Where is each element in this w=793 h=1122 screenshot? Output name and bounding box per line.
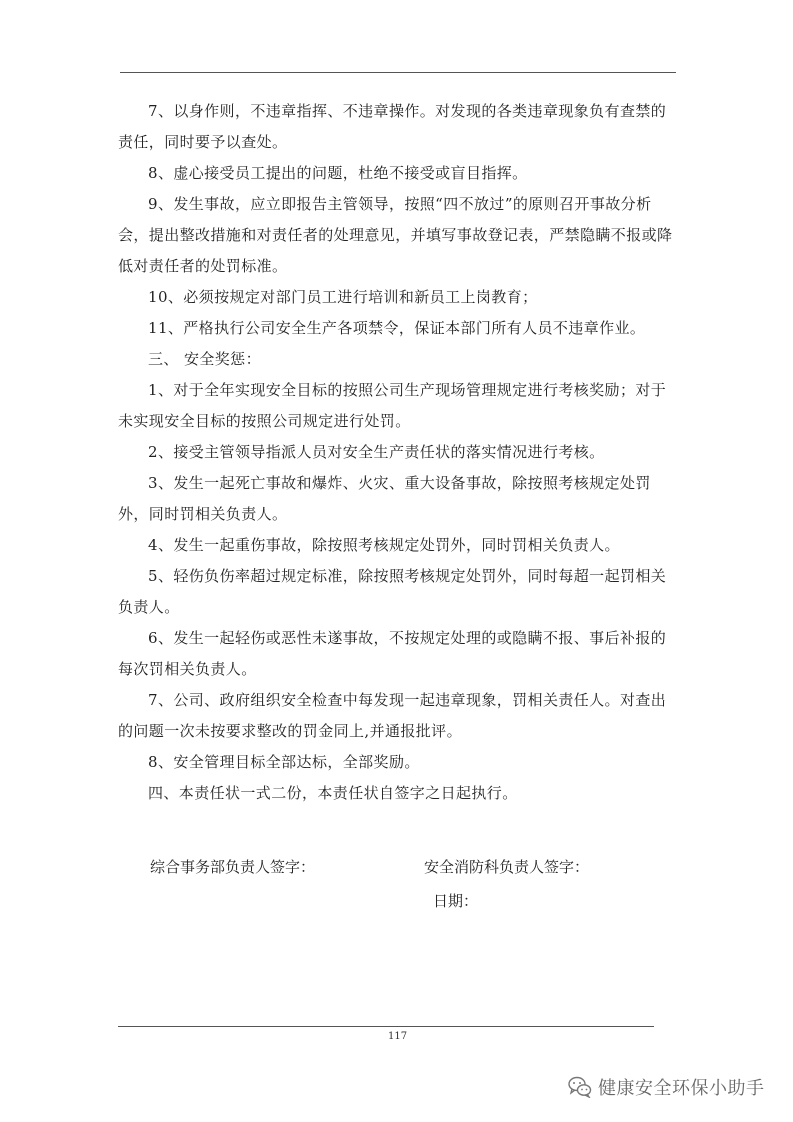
page-number: 117 [388, 1031, 408, 1042]
watermark [568, 1074, 765, 1100]
footer-rule [118, 1026, 654, 1027]
reward-item-1: 1、对于全年实现安全目标的按照公司生产现场管理规定进行考核奖励；对于未实现安全目标的按照公司规定进行处罚。 [118, 381, 667, 430]
paragraph-9: 9、发生事故，应立即报告主管领导，按照“四不放过”的原则召开事故分析会，提出整改措施和对责任者的处理意见，并填写事故登记表，严禁隐瞒不报或降低对责任者的处罚标准。 [118, 195, 673, 275]
document-body [118, 96, 680, 809]
signature-left-label: 综合事务部负责人签字： [150, 858, 316, 876]
reward-item-4: 4、发生一起重伤事故，除按照考核规定处罚外，同时罚相关负责人。 [148, 536, 620, 554]
reward-item-8: 8、安全管理目标全部达标，全部奖励。 [148, 753, 420, 771]
reward-item-3: 3、发生一起死亡事故和爆炸、火灾、重大设备事故，除按照考核规定处罚外，同时罚相关负责人。 [118, 474, 651, 523]
date-label: 日期： [433, 892, 479, 910]
paragraph-8: 8、虚心接受员工提出的问题，杜绝不接受或盲目指挥。 [148, 164, 528, 182]
section-four-execution: 四、本责任状一式二份，本责任状自签字之日起执行。 [148, 784, 518, 802]
reward-item-5: 5、轻伤负伤率超过规定标准，除按照考核规定处罚外，同时每超一起罚相关负责人。 [118, 567, 667, 616]
paragraph-10: 10、必须按规定对部门员工进行培训和新员工上岗教育； [148, 288, 538, 306]
paragraph-7: 7、以身作则，不违章指挥、不违章操作。对发现的各类违章现象负有查禁的责任，同时要予以查处。 [118, 102, 667, 151]
reward-item-6: 6、发生一起轻伤或恶性未遂事故，不按规定处理的或隐瞒不报、事后补报的每次罚相关负责人。 [118, 629, 667, 678]
section-heading-rewards: 三、 安全奖惩： [148, 350, 261, 368]
header-rule [120, 72, 676, 73]
reward-item-7: 7、公司、政府组织安全检查中每发现一起违章现象，罚相关责任人。对查出的问题一次未按要求整改的罚金同上,并通报批评。 [118, 691, 667, 740]
reward-item-2: 2、接受主管领导指派人员对安全生产责任状的落实情况进行考核。 [148, 443, 605, 461]
signature-block [0, 856, 793, 916]
signature-right-label: 安全消防科负责人签字： [424, 858, 590, 876]
wechat-icon [568, 1076, 592, 1098]
watermark-text: 健康安全环保小助手 [598, 1078, 765, 1099]
paragraph-11: 11、严格执行公司安全生产各项禁令，保证本部门所有人员不违章作业。 [148, 319, 646, 337]
